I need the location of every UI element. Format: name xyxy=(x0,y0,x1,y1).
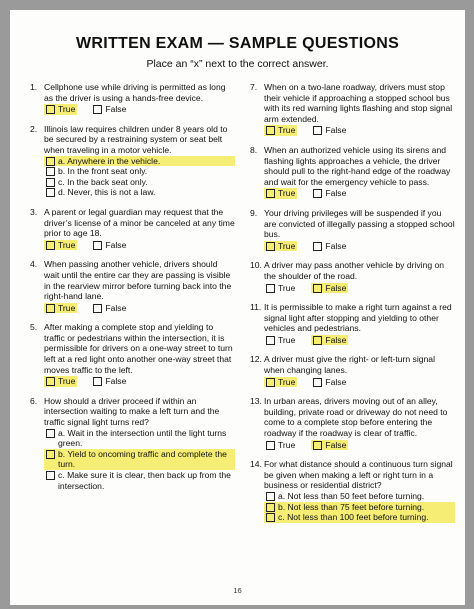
question-text: Cellphone use while driving is permitted as long as the driver is using a hands-free device. xyxy=(44,82,226,103)
question-10 xyxy=(250,260,455,293)
option-label: False xyxy=(325,439,347,450)
answer-option[interactable] xyxy=(44,428,235,449)
answer-option[interactable] xyxy=(44,303,77,314)
answer-option[interactable] xyxy=(91,104,128,115)
left-column xyxy=(30,82,235,500)
answer-option[interactable] xyxy=(264,440,297,451)
checkbox[interactable] xyxy=(266,441,275,450)
checkbox[interactable] xyxy=(266,284,275,293)
answer-option[interactable] xyxy=(311,335,348,346)
question-number: 7. xyxy=(250,82,258,92)
checkbox[interactable] xyxy=(46,157,55,166)
answer-options xyxy=(264,377,455,388)
option-label: True xyxy=(58,239,76,250)
page-instructions: Place an “x” next to the correct answer. xyxy=(146,58,329,70)
question-number: 3. xyxy=(30,206,38,217)
checkbox[interactable] xyxy=(46,377,55,386)
option-label: False xyxy=(325,125,347,136)
option-label: False xyxy=(325,334,347,345)
option-label: False xyxy=(105,104,127,115)
option-label: c. Not less than 100 feet before turning. xyxy=(278,512,429,523)
checkbox[interactable] xyxy=(46,450,55,459)
answer-option[interactable] xyxy=(91,303,128,314)
checkbox[interactable] xyxy=(46,471,55,480)
answer-option[interactable] xyxy=(91,240,128,251)
answer-option[interactable] xyxy=(264,377,297,388)
answer-options xyxy=(44,240,235,251)
answer-option[interactable] xyxy=(44,166,235,177)
option-label: a. Not less than 50 feet before turning. xyxy=(278,491,425,501)
checkbox[interactable] xyxy=(93,377,102,386)
checkbox[interactable] xyxy=(93,241,102,250)
question-12 xyxy=(250,354,455,387)
question-8 xyxy=(250,145,455,199)
question-number: 10. xyxy=(250,260,262,271)
answer-option[interactable] xyxy=(44,449,235,470)
question-number: 4. xyxy=(30,259,38,270)
answer-option[interactable] xyxy=(44,156,235,167)
question-text: It is permissible to make a right turn against a red signal light after stopping and yielding to other vehicles and pedestrians. xyxy=(264,302,452,334)
option-label: b. Not less than 75 feet before turning. xyxy=(278,501,425,512)
option-label: True xyxy=(58,302,76,313)
answer-option[interactable] xyxy=(44,376,77,387)
question-1 xyxy=(30,82,235,115)
question-number: 1. xyxy=(30,82,38,92)
question-text: In urban areas, drivers moving out of an alley, building, private road or driveway do not need to come to a complete stop before entering the roadway if the roadway is clear of traffic. xyxy=(264,396,448,439)
answer-options xyxy=(264,241,455,252)
answer-options xyxy=(264,491,455,523)
question-7 xyxy=(250,82,455,136)
option-label: c. In the back seat only. xyxy=(58,176,148,187)
checkbox[interactable] xyxy=(266,189,275,198)
answer-option[interactable] xyxy=(311,188,348,199)
answer-options xyxy=(264,335,455,346)
answer-option[interactable] xyxy=(264,512,455,523)
answer-option[interactable] xyxy=(264,125,297,136)
question-13 xyxy=(250,396,455,450)
checkbox[interactable] xyxy=(46,188,55,197)
question-number: 2. xyxy=(30,123,38,134)
question-text: How should a driver proceed if within an intersection waiting to make a left turn and the traffic signal light turns red? xyxy=(44,395,220,428)
option-label: c. Make sure it is clear, then back up from the intersection. xyxy=(58,470,231,491)
question-text: A driver may pass another vehicle by driving on the shoulder of the road. xyxy=(264,260,445,281)
answer-option[interactable] xyxy=(44,177,235,188)
checkbox[interactable] xyxy=(313,336,322,345)
checkbox[interactable] xyxy=(266,513,275,522)
answer-options xyxy=(44,104,235,115)
question-5 xyxy=(30,322,235,387)
checkbox[interactable] xyxy=(313,189,322,198)
question-6 xyxy=(30,396,235,491)
answer-options xyxy=(44,428,235,492)
checkbox[interactable] xyxy=(266,336,275,345)
answer-option[interactable] xyxy=(311,241,348,252)
question-text: A parent or legal guardian may request that the driver’s license of a minor be canceled at any time prior to age 18. xyxy=(44,206,235,239)
checkbox[interactable] xyxy=(266,503,275,512)
answer-options xyxy=(264,125,455,136)
question-number: 8. xyxy=(250,144,258,155)
question-text: When an authorized vehicle using its sirens and flashing lights approaches a vehicle, the driver should pull to the right-hand edge of the roadway and wait for the emergency vehicle to pass. xyxy=(264,144,451,187)
question-2 xyxy=(30,124,235,198)
answer-option[interactable] xyxy=(44,240,77,251)
checkbox[interactable] xyxy=(46,178,55,187)
checkbox[interactable] xyxy=(93,304,102,313)
question-text: When passing another vehicle, drivers should wait until the entire car they are passing is visible in the rearview mirror before turning back into the right-hand lane. xyxy=(44,259,232,302)
answer-option[interactable] xyxy=(311,377,348,388)
option-label: False xyxy=(105,302,127,313)
answer-option[interactable] xyxy=(264,283,297,294)
answer-option[interactable] xyxy=(311,440,348,451)
right-column xyxy=(250,82,455,532)
checkbox[interactable] xyxy=(313,378,322,387)
checkbox[interactable] xyxy=(46,429,55,438)
question-9 xyxy=(250,208,455,251)
option-label: d. Never, this is not a law. xyxy=(58,187,156,198)
answer-option[interactable] xyxy=(264,241,297,252)
answer-option[interactable] xyxy=(264,335,297,346)
answer-option[interactable] xyxy=(44,104,77,115)
option-label: True xyxy=(278,334,296,345)
option-label: b. In the front seat only. xyxy=(58,166,148,177)
question-11 xyxy=(250,302,455,345)
answer-option[interactable] xyxy=(44,470,235,491)
page-number: 16 xyxy=(233,586,242,595)
option-label: a. Wait in the intersection until the light turns green. xyxy=(58,427,227,449)
question-text: After making a complete stop and yielding to traffic or pedestrians within the intersection, it is permissible for drivers on a one-way street to turn left at a red light onto another one-way street that moves traffic to the left. xyxy=(44,322,233,375)
question-text: A driver must give the right- or left-turn signal when changing lanes. xyxy=(264,354,435,376)
answer-options xyxy=(44,376,235,387)
checkbox[interactable] xyxy=(46,167,55,176)
question-3 xyxy=(30,207,235,250)
answer-option[interactable] xyxy=(44,187,235,198)
question-number: 12. xyxy=(250,354,262,365)
checkbox[interactable] xyxy=(313,242,322,251)
checkbox[interactable] xyxy=(46,241,55,250)
option-label: True xyxy=(58,376,76,387)
answer-option[interactable] xyxy=(91,376,128,387)
question-number: 9. xyxy=(250,207,258,218)
answer-options xyxy=(264,440,455,451)
answer-option[interactable] xyxy=(264,188,297,199)
answer-options xyxy=(264,188,455,199)
question-number: 14. xyxy=(250,459,262,470)
option-label: False xyxy=(325,188,347,199)
checkbox[interactable] xyxy=(266,378,275,387)
answer-options xyxy=(44,303,235,314)
checkbox[interactable] xyxy=(266,492,275,501)
option-label: a. Anywhere in the vehicle. xyxy=(58,155,161,166)
answer-option[interactable] xyxy=(311,125,348,136)
question-text: Your driving privileges will be suspended if you are convicted of illegally passing a stopped school bus. xyxy=(264,207,455,240)
question-text: When on a two-lane roadway, drivers must stop their vehicle if approaching a stopped school bus with its red warning lights flashing and stop signal arm extended. xyxy=(264,82,453,124)
option-label: True xyxy=(278,188,296,199)
option-label: True xyxy=(278,282,296,293)
checkbox[interactable] xyxy=(266,242,275,251)
option-label: True xyxy=(58,104,76,115)
checkbox[interactable] xyxy=(266,126,275,135)
option-label: b. Yield to oncoming traffic and complete the turn. xyxy=(58,448,227,470)
page-title: WRITTEN EXAM — SAMPLE QUESTIONS xyxy=(75,35,400,52)
answer-option[interactable] xyxy=(311,283,348,294)
checkbox[interactable] xyxy=(313,126,322,135)
answer-option[interactable] xyxy=(264,491,455,502)
answer-options xyxy=(44,156,235,198)
question-number: 5. xyxy=(30,322,38,333)
exam-page xyxy=(10,10,465,605)
checkbox[interactable] xyxy=(313,284,322,293)
question-number: 13. xyxy=(250,396,262,407)
option-label: False xyxy=(325,240,347,251)
checkbox[interactable] xyxy=(93,105,102,114)
option-label: False xyxy=(325,376,347,387)
option-label: False xyxy=(325,282,347,293)
checkbox[interactable] xyxy=(313,441,322,450)
answer-options xyxy=(264,283,455,294)
question-4 xyxy=(30,259,235,313)
question-text: For what distance should a continuous turn signal be given when making a left or right turn in a business or residential district? xyxy=(264,459,453,491)
question-number: 6. xyxy=(30,395,38,406)
checkbox[interactable] xyxy=(46,105,55,114)
question-text: Illinois law requires children under 8 years old to be secured by a restraining system or seat belt when traveling in a motor vehicle. xyxy=(44,123,228,155)
option-label: True xyxy=(278,376,296,387)
option-label: True xyxy=(278,240,296,251)
answer-option[interactable] xyxy=(264,502,455,513)
question-14 xyxy=(250,459,455,523)
option-label: False xyxy=(105,376,127,387)
question-number: 11. xyxy=(250,302,262,313)
checkbox[interactable] xyxy=(46,304,55,313)
option-label: True xyxy=(278,439,296,450)
option-label: True xyxy=(278,125,296,136)
option-label: False xyxy=(105,239,127,250)
